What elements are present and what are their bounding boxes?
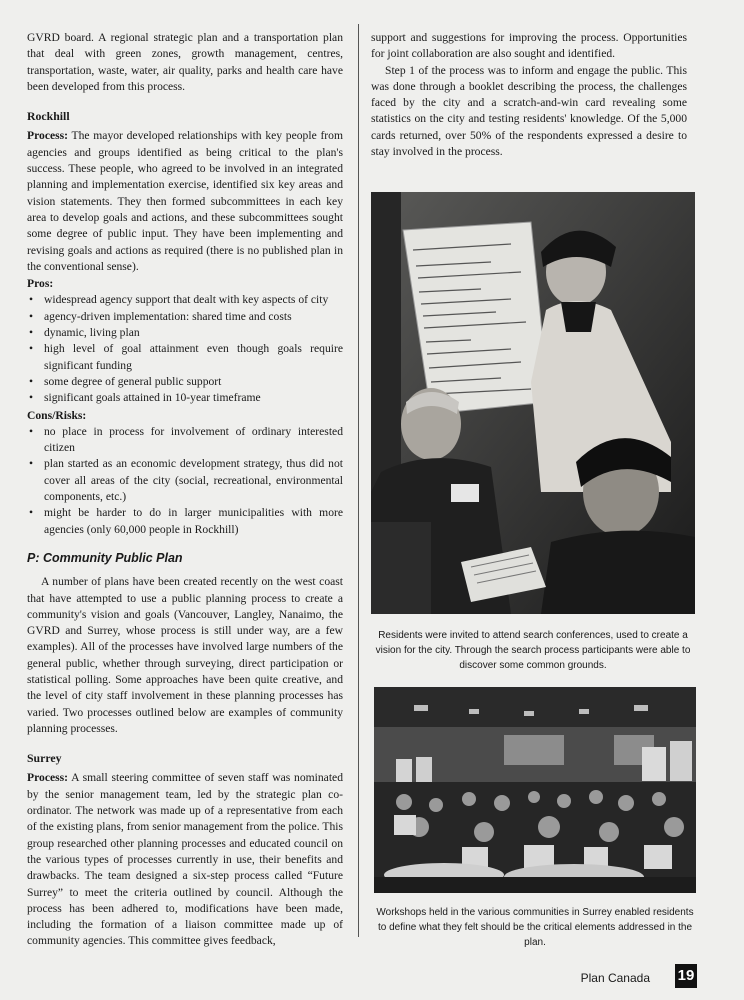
pros-heading: Pros: <box>27 277 54 291</box>
list-item: • some degree of general public support <box>27 374 343 390</box>
cons-list <box>27 424 343 538</box>
workshop-photo <box>374 687 696 893</box>
page-number: 19 <box>675 964 697 988</box>
photo-caption-2: Workshops held in the various communities in Surrey enabled residents to define what they felt should be the critical elements addressed in the plan. <box>376 907 694 948</box>
opening-paragraph: GVRD board. A regional strategic plan and a transportation plan that deal with green zones, growth management, centres, transportation, waste, water, air quality, parks and health care have been developed from this process. <box>27 31 343 93</box>
search-conference-photo <box>371 192 695 614</box>
list-item: • plan started as an economic development strategy, thus did not cover all areas of the city (social, recreational, environmental components, etc.) <box>27 456 343 505</box>
rockhill-process-label: Process: <box>27 129 68 143</box>
search-conference-image <box>371 192 695 614</box>
workshop-image <box>374 687 696 893</box>
list-item: • high level of goal attainment even though goals require significant funding <box>27 341 343 374</box>
rockhill-process <box>27 128 343 275</box>
left-column <box>27 30 343 950</box>
right-column <box>371 30 687 160</box>
column-divider <box>358 24 359 937</box>
pros-list <box>27 292 343 406</box>
list-item: • widespread agency support that dealt with key aspects of city <box>27 292 343 308</box>
publication-name: Plan Canada <box>580 971 650 985</box>
surrey-process <box>27 770 343 949</box>
right-paragraph-1: support and suggestions for improving the process. Opportunities for joint collaboration are also sought and identified. <box>371 31 687 61</box>
surrey-process-text: A small steering committee of seven staff was nominated by the senior management team, led by the strategic plan co-ordinator. The network was made up of a representative from each of the existing plans, from senior management from the police. This group researched other planning processes and educated council on the various types of processes currently in use, their benefits and drawbacks. The team designed a six-step process called “Future Surrey” to meet the criteria outlined by council. Although the process has been adhered to, modifications have been made, including the formation of a liaison committee made up of community agencies. This committee gives feedback, <box>27 771 343 948</box>
list-item: • dynamic, living plan <box>27 325 343 341</box>
right-paragraph-2: Step 1 of the process was to inform and engage the public. This was done through a booklet describing the process, the challenges faced by the city and a scratch-and-win card revealing some statistics on the city and testing residents' knowledge. Of the 5,000 cards returned, over 50% of the respondents expressed a desire to stay involved in the process. <box>371 63 687 159</box>
rockhill-process-text: The mayor developed relationships with key people from agencies and groups identified as being critical to the plan's success. These people, who agreed to be involved in an integrated planning and implementation exercise, identified six key areas and vision statements. They then formed subcommittees in each key area to develop goals and actions, and these subcommittees sought some degree of public input. They have been implementing and revising goals and actions as required (there is no published plan in the conventional sense). <box>27 129 343 273</box>
list-item: • might be harder to do in larger municipalities with more agencies (only 60,000 people in Rockhill) <box>27 505 343 538</box>
community-plan-paragraph: A number of plans have been created recently on the west coast that have attempted to use a public planning process to create a community's vision and goals (Vancouver, Langley, Nanaimo, the GVRD and Surrey, whose process is still under way, are a few examples). All of the processes have involved large numbers of the general public, whether through surveying, direct participation or statistical polling. Some approaches have been quite creative, and the level of city staff involvement in these planning processes has varied. Two processes outlined below are examples of community planning processes. <box>27 575 343 735</box>
list-item: • significant goals attained in 10-year timeframe <box>27 390 343 406</box>
community-plan-title: P: Community Public Plan <box>27 550 183 565</box>
cons-heading: Cons/Risks: <box>27 408 87 422</box>
list-item: • no place in process for involvement of ordinary interested citizen <box>27 424 343 457</box>
surrey-process-label: Process: <box>27 771 68 785</box>
photo-caption-1: Residents were invited to attend search conferences, used to create a vision for the city. Through the search process participants were able to discover some common grounds. <box>375 630 691 671</box>
rockhill-heading: Rockhill <box>27 109 70 124</box>
list-item: • agency-driven implementation: shared time and costs <box>27 309 343 325</box>
surrey-heading: Surrey <box>27 751 62 766</box>
